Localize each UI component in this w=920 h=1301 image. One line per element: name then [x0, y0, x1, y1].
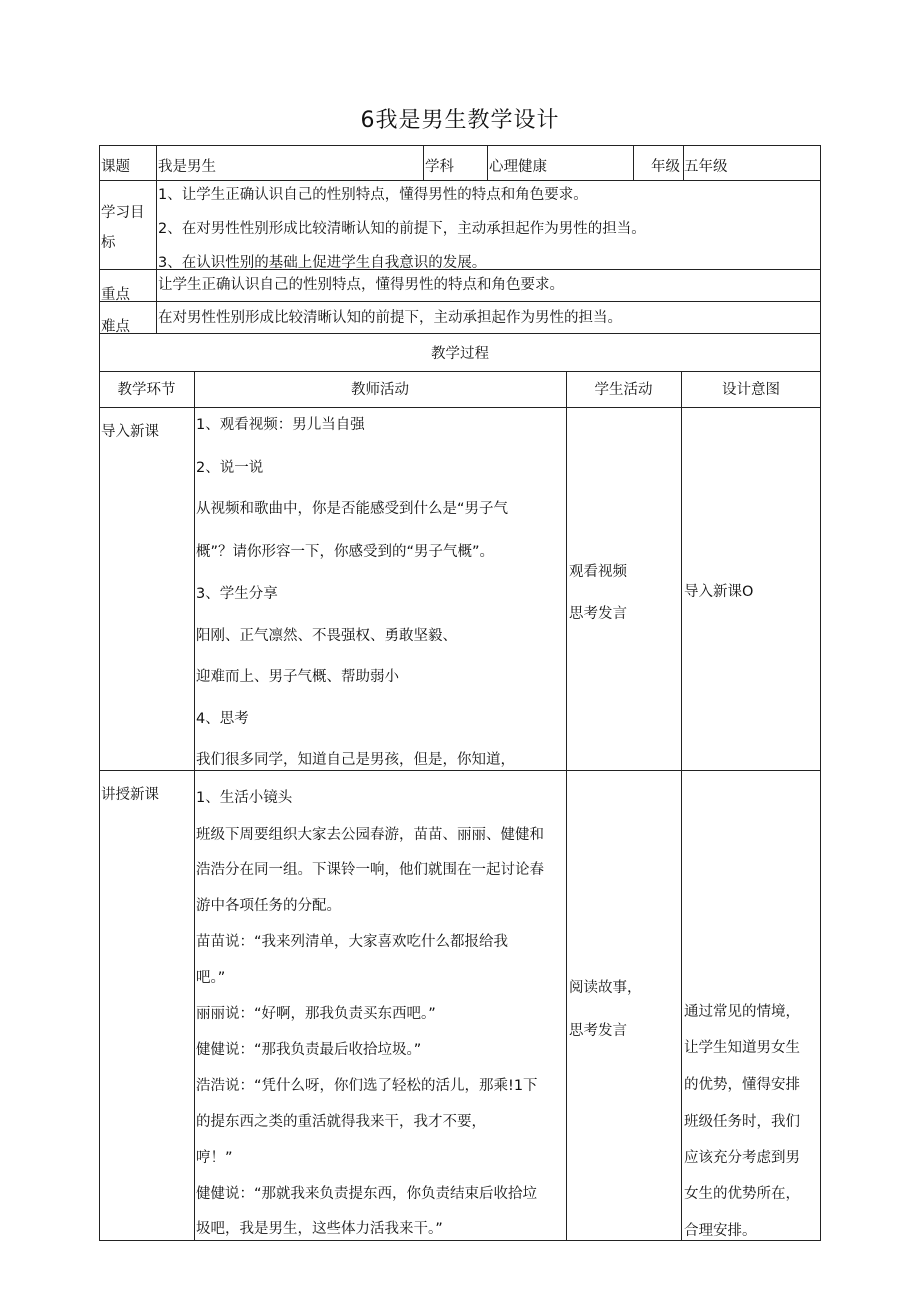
teacher-line: 1、观看视频：男儿当自强: [196, 417, 365, 433]
intent-line: 的优势，懂得安排: [684, 1077, 800, 1093]
row-divider: [99, 333, 821, 334]
header-stage: 教学环节: [117, 382, 176, 398]
teacher-line: 阳刚、正气凛然、不畏强权、勇敢坚毅、: [196, 628, 457, 644]
teacher-line: 4、思考: [196, 711, 249, 727]
key-point-value: 让学生正确认识自己的性别特点，懂得男性的特点和角色要求。: [158, 277, 564, 293]
intent-line: 让学生知道男女生: [684, 1040, 800, 1056]
col-divider: [487, 145, 488, 180]
student-line: 阅读故事，: [569, 980, 642, 996]
intent-line: 女生的优势所在，: [684, 1186, 800, 1202]
subject-label: 学科: [425, 159, 454, 175]
teacher-line: 健健说：“那我负责最后收拾垃圾。”: [196, 1042, 422, 1058]
teacher-line: 2、说一说: [196, 460, 264, 476]
difficulty-label: 难点: [101, 319, 130, 335]
topic-value: 我是男生: [158, 159, 216, 175]
intent-line: 通过常见的情境，: [684, 1004, 800, 1020]
header-teacher: 教师活动: [351, 382, 409, 398]
teacher-line: 班级下周要组织大家去公园春游，苗苗、丽丽、健健和: [196, 827, 544, 843]
teacher-line: 迎难而上、男子气概、帮助弱小: [196, 669, 399, 685]
teacher-line: 吧。”: [196, 970, 226, 986]
process-title: 教学过程: [431, 346, 489, 362]
stage-new-lesson: 讲授新课: [101, 787, 159, 803]
header-intent: 设计意图: [722, 382, 780, 398]
teacher-line: 浩浩说：“凭什么呀，你们选了轻松的活儿，那乘!1下: [196, 1078, 538, 1094]
teacher-line: 我们很多同学，知道自己是男孩，但是，你知道，: [196, 752, 515, 768]
teacher-line: 游中各项任务的分配。: [196, 898, 341, 914]
col-divider: [681, 371, 682, 1241]
difficulty-value: 在对男性性别形成比较清晰认知的前提下，主动承担起作为男性的担当。: [158, 310, 622, 326]
objective-item: 2、在对男性性别形成比较清晰认知的前提下，主动承担起作为男性的担当。: [158, 221, 646, 237]
grade-label: 年级: [651, 159, 680, 175]
intent-line: 合理安排。: [684, 1223, 757, 1239]
row-divider: [99, 770, 821, 771]
row-divider: [99, 301, 821, 302]
objective-item: 1、让学生正确认识自己的性别特点，懂得男性的特点和角色要求。: [158, 187, 588, 203]
student-line: 观看视频: [569, 564, 627, 580]
intent-line: 应该充分考虑到男: [684, 1150, 800, 1166]
col-divider: [566, 371, 567, 1241]
col-divider: [423, 145, 424, 180]
row-divider: [99, 180, 821, 181]
row-divider: [99, 371, 821, 372]
col-divider: [633, 145, 634, 180]
objective-item: 3、在认识性别的基础上促进学生自我意识的发展。: [158, 255, 487, 271]
intent-line: 导入新课O: [684, 584, 754, 600]
page-title: 6我是男生教学设计: [360, 108, 560, 133]
col-divider: [156, 145, 157, 333]
student-line: 思考发言: [569, 606, 627, 622]
teacher-line: 苗苗说：“我来列清单，大家喜欢吃什么都报给我: [196, 934, 509, 950]
teacher-line: 健健说：“那就我来负责提东西，你负责结束后收拾垃: [196, 1186, 538, 1202]
subject-value: 心理健康: [489, 159, 547, 175]
student-line: 思考发言: [569, 1023, 627, 1039]
teacher-line: 圾吧，我是男生，这些体力活我来干。”: [196, 1221, 443, 1237]
teacher-line: 哼！”: [196, 1150, 233, 1166]
teacher-line: 浩浩分在同一组。下课铃一响，他们就围在一起讨论春: [196, 862, 544, 878]
teacher-line: 从视频和歌曲中，你是否能感受到什么是“男子气: [196, 501, 509, 517]
header-student: 学生活动: [594, 382, 653, 398]
teacher-line: 概”？请你形容一下，你感受到的“男子气概”。: [196, 544, 495, 560]
teacher-line: 的提东西之类的重活就得我来干，我才不要，: [196, 1114, 486, 1130]
teacher-line: 1、生活小镜头: [196, 790, 293, 806]
objectives-label: 学习目: [101, 205, 145, 221]
teacher-line: 3、学生分享: [196, 586, 278, 602]
col-divider: [194, 371, 195, 1241]
teacher-line: 丽丽说：“好啊，那我负责买东西吧。”: [196, 1006, 436, 1022]
key-point-label: 重点: [101, 287, 130, 303]
intent-line: 班级任务时，我们: [684, 1114, 800, 1130]
grade-value: 五年级: [684, 159, 728, 175]
topic-label: 课题: [101, 159, 130, 175]
row-divider: [99, 407, 821, 408]
stage-intro: 导入新课: [101, 424, 159, 440]
objectives-label: 标: [101, 235, 116, 251]
